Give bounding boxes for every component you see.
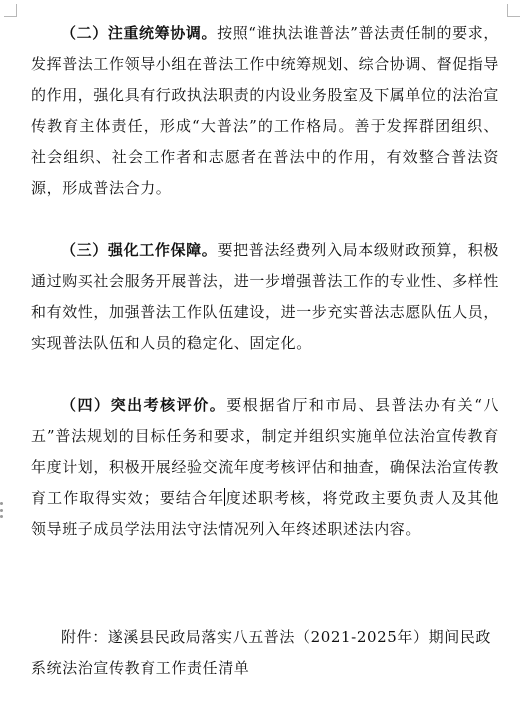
body-evaluation-before-cursor: 要根据省厅和市局、县普法办有关“八五”普法规划的目标任务和要求，制定并组织实施单位法治宣传教育年度计划，积极开展经验交流年度考核评估和抽查，确保法治宣传教育工作取得实效；要结合年 bbox=[31, 396, 500, 507]
drag-handle-icon[interactable] bbox=[0, 502, 4, 518]
paragraph-coordination[interactable] bbox=[31, 18, 499, 235]
body-guarantee: 要把普法经费列入局本级财政预算，积极通过购买社会服务开展普法，进一步增强普法工作的专业性、多样性和有效性，加强普法工作队伍建设，进一步充实普法志愿队伍人员，实现普法队伍和人员的稳定化、固定化。 bbox=[31, 241, 500, 352]
heading-evaluation: （四）突出考核评价。 bbox=[61, 396, 227, 414]
heading-guarantee: （三）强化工作保障。 bbox=[61, 241, 218, 259]
page-corner-mark-top-left bbox=[4, 4, 17, 17]
page-corner-mark-top-right bbox=[507, 4, 520, 17]
document-body[interactable] bbox=[31, 18, 499, 699]
attachment-line[interactable]: 附件：遂溪县民政局落实八五普法（2021-2025年）期间民政系统法治宣传教育工作责任清单 bbox=[31, 628, 492, 677]
body-evaluation-after-cursor: 度述职考核，将党政主要负责人及其他领导班子成员学法用法守法情况列入年终述职述法内容。 bbox=[31, 489, 500, 538]
paragraph-evaluation[interactable] bbox=[31, 390, 499, 576]
paragraph-guarantee[interactable] bbox=[31, 235, 499, 390]
heading-coordination: （二）注重统筹协调。 bbox=[61, 24, 218, 42]
body-coordination: 按照“谁执法谁普法”普法责任制的要求，发挥普法工作领导小组在普法工作中统筹规划、综合协调、督促指导的作用，强化具有行政执法职责的内设业务股室及下属单位的法治宣传教育主体责任，形成“大普法”的工作格局。善于发挥群团组织、社会组织、社会工作者和志愿者在普法中的作用，有效整合普法资源，形成普法合力。 bbox=[31, 24, 500, 197]
